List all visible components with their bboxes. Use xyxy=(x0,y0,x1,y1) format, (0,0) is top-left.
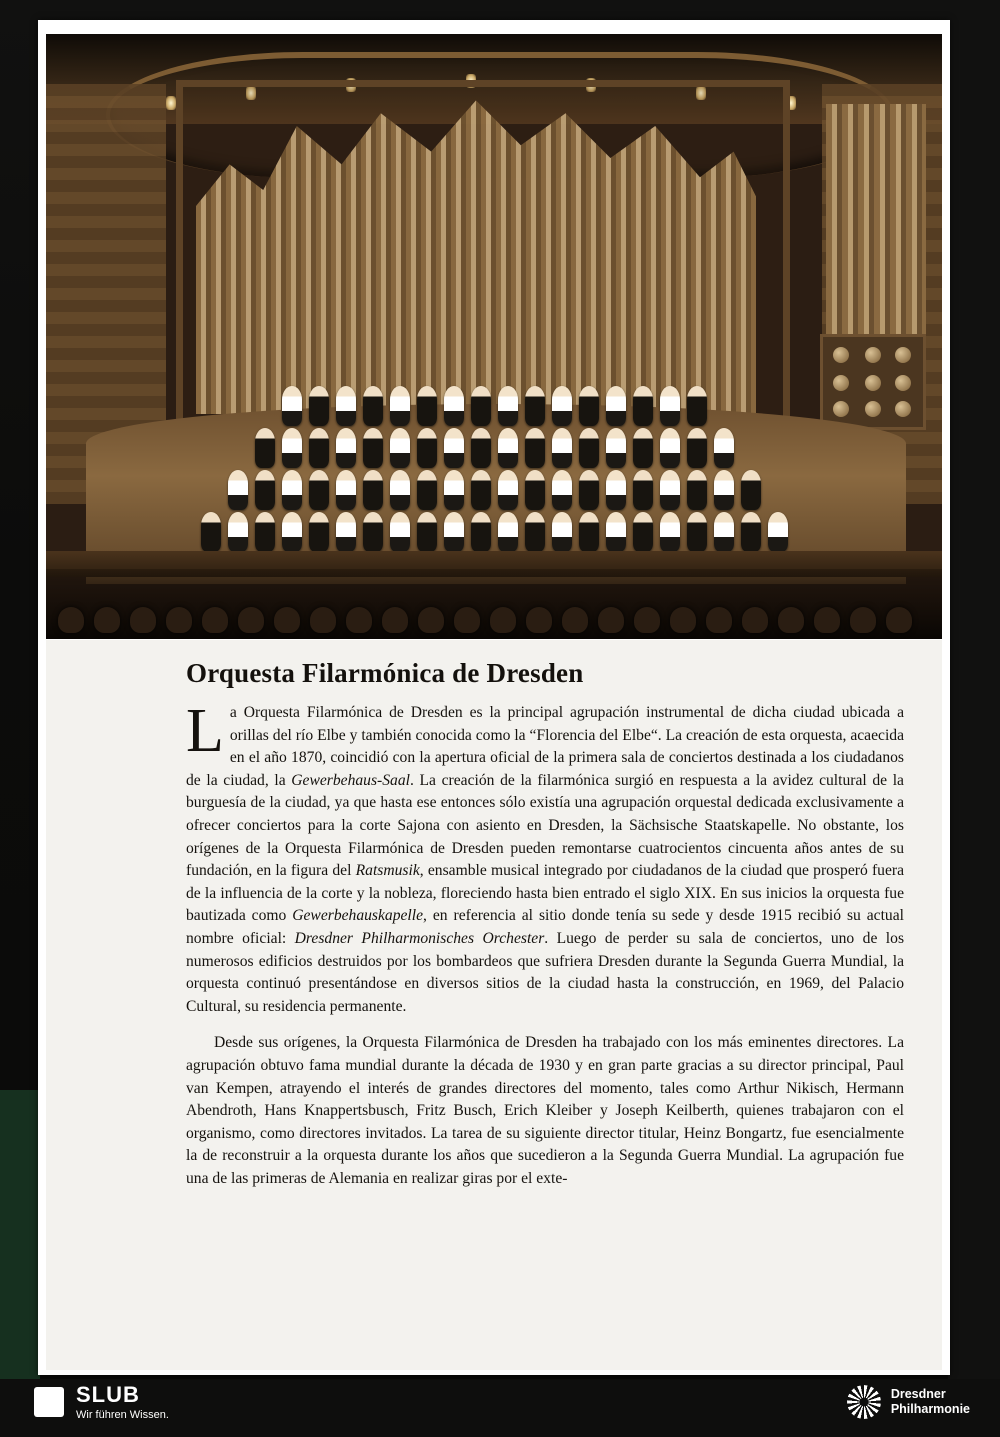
booklet-page xyxy=(38,20,950,1375)
orchestra-row xyxy=(86,428,902,472)
philharmonie-line-1: Dresdner xyxy=(890,1387,946,1401)
paragraph-2-text: Desde sus orígenes, la Orquesta Filarmónica de Dresden ha trabajado con los más eminentes directores. La agrupación obtuvo fama mundial durante la década de 1930 y en gran parte gracias a su director principal, Paul van Kempen, atrayendo el interés de grandes directores del momento, tales como Arthur Nikisch, Hermann Abendroth, Hans Knappertsbusch, Fritz Busch, Erich Kleiber y Joseph Keilberth, quienes trabajaron con el organismo, como directores invitados. La tarea de su siguiente director titular, Heinz Bongartz, fue esencialmente la de reconstruir a la orquesta durante los años que sucedieron a la Segunda Guerra Mundial. La agrupación fue una de las primeras de Alemania en realizar giras por el exte- xyxy=(186,1034,904,1187)
scan-green-edge xyxy=(0,1090,40,1380)
dresdner-philharmonie-logo xyxy=(847,1385,970,1419)
page-title: Orquesta Filarmónica de Dresden xyxy=(186,658,584,688)
drop-cap: L xyxy=(186,697,224,765)
philharmonie-line-2: Philharmonie xyxy=(890,1402,970,1416)
slub-title: SLUB xyxy=(76,1382,140,1407)
article-text-panel xyxy=(46,640,942,1370)
paragraph-1 xyxy=(186,697,905,1018)
paragraph-2 xyxy=(186,1032,904,1190)
concert-hall-photo xyxy=(46,34,942,639)
slub-subtitle: Wir führen Wissen. xyxy=(76,1409,169,1421)
paragraph-1-text: a Orquesta Filarmónica de Dresden es la principal agrupación instrumental de dicha ciudad ubicada a orillas del río Elbe y también conocida como la “Florencia del Elbe“. La creación de esta orquesta, acaecida en el año 1870, coincidió con la apertura oficial de la primera sala de conciertos destinada a los ciudadanos de la ciudad, la Gewerbehaus-Saal. La creación de la filarmónica surgió en respuesta a la avidez cultural de la burguesía de la ciudad, ya que hasta ese entonces sólo existía una agrupación orquestal dedicada exclusivamente a ofrecer conciertos para la corte Sajona con asiento en Dresden, la Sächsische Staatskapelle. No obstante, los orígenes de la Orquesta Filarmónica de Dresden pueden remontarse cuatrocientos cincuenta años antes de su fundación, en la figura del Ratsmusik, ensamble musical integrado por ciudadanos de la ciudad que prosperó fuera de la influencia de la corte y la nobleza, floreciendo hasta bien entrado el siglo XIX. En sus inicios la orquesta fue bautizada como Gewerbehauskapelle, en referencia al sitio donde tenía su sede y desde 1915 recibió su actual nombre oficial: Dresdner Philharmonisches Orchester. Luego de perder su sala de conciertos, uno de los numerosos edificios destruidos por los bombardeos que sufriera Dresden durante la Segunda Guerra Mundial, la orquesta continuó presentándose en diversos sitios de la ciudad hasta la construcción, en 1969, del Palacio Cultural, su residencia permanente. xyxy=(186,704,905,1015)
slub-logo xyxy=(34,1382,169,1421)
slub-mark-icon xyxy=(34,1387,64,1417)
philharmonie-mark-icon xyxy=(847,1385,881,1419)
orchestra-row xyxy=(106,386,882,430)
audience-row xyxy=(46,569,942,639)
article-body xyxy=(186,697,905,1190)
orchestra-row xyxy=(64,512,924,556)
orchestra-row xyxy=(70,470,918,514)
pipe-organ-secondary xyxy=(826,104,926,334)
stage-light-icon xyxy=(166,96,176,110)
scan-right-edge xyxy=(948,0,1000,1380)
